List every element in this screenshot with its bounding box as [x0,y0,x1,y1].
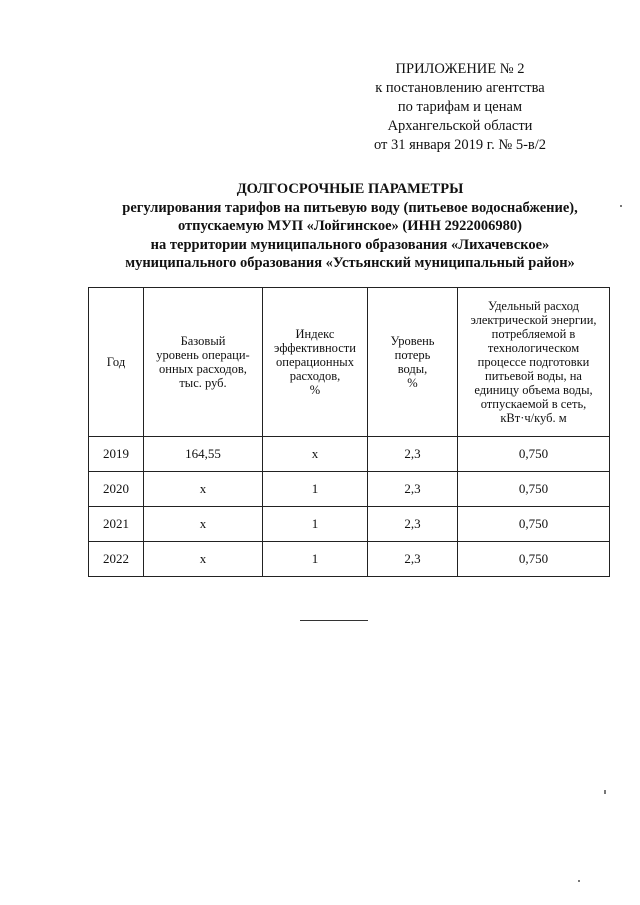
cell-efficiency-index: х [263,437,368,472]
cell-base-opex: х [144,542,263,577]
table-row [89,507,610,542]
appendix-line: по тарифам и ценам [397,99,523,115]
cell-energy: 0,750 [458,437,610,472]
title-line: муниципального образования «Устьянский муниципальный район» [125,255,575,271]
table-row [89,542,610,577]
cell-year: 2022 [89,542,144,577]
header-text-line: отпускаемой в сеть, [480,397,587,411]
header-water-loss [368,288,458,437]
appendix-line: к постановлению агентства [375,80,545,96]
header-text-line: Уровень [390,334,435,348]
header-efficiency-index [263,288,368,437]
cell-base-opex: х [144,472,263,507]
header-text-line: Базовый [180,334,226,348]
end-divider [300,620,368,621]
header-text-line: онных расходов, [159,362,247,376]
appendix-line: Архангельской области [387,118,533,134]
table-header-row [89,288,610,437]
header-text-line: Год [106,355,126,369]
document-title [80,180,620,273]
header-text-line: кВт·ч/куб. м [500,411,567,425]
cell-energy: 0,750 [458,542,610,577]
cell-water-loss: 2,3 [368,437,458,472]
header-text-line: Индекс [295,327,335,341]
header-text-line: воды, [397,362,428,376]
scan-speck [604,790,606,794]
cell-efficiency-index: 1 [263,472,368,507]
header-text-line: % [407,376,418,390]
cell-efficiency-index: 1 [263,542,368,577]
cell-water-loss: 2,3 [368,542,458,577]
cell-year: 2020 [89,472,144,507]
header-text-line: единицу объема воды, [474,383,593,397]
title-line: на территории муниципального образования «Лихачевское» [150,236,550,253]
header-text-line: процессе подготовки [477,355,590,369]
appendix-block [360,60,560,155]
title-line: отпускаемую МУП «Лойгинское» (ИНН 2922006980) [177,218,523,234]
header-text-line: эффективности [274,341,356,355]
parameters-table [88,287,610,577]
header-text-line: Удельный расход [487,299,580,313]
header-text-line: электрической энергии, [470,313,597,327]
cell-energy: 0,750 [458,507,610,542]
header-base-opex [144,288,263,437]
cell-base-opex: х [144,507,263,542]
scan-speck [620,205,622,207]
header-text-line: уровень операци- [156,348,250,362]
header-text-line: % [309,383,321,397]
scan-speck [578,880,580,882]
header-text-line: расходов, [289,369,341,383]
cell-efficiency-index: 1 [263,507,368,542]
title-line: регулирования тарифов на питьевую воду (питьевое водоснабжение), [122,199,578,216]
header-year [89,288,144,437]
cell-water-loss: 2,3 [368,472,458,507]
header-text-line: технологическом [487,341,580,355]
cell-year: 2021 [89,507,144,542]
header-text-line: операционных [276,355,354,369]
appendix-date: от 31 января 2019 г. № 5-в/2 [373,137,547,153]
header-text-line: потерь [394,348,431,362]
header-text-line: тыс. руб. [179,376,227,390]
appendix-number: ПРИЛОЖЕНИЕ № 2 [395,61,525,77]
table-row [89,437,610,472]
header-energy-consumption [458,288,610,437]
table-row [89,472,610,507]
cell-energy: 0,750 [458,472,610,507]
title-heading: ДОЛГОСРОЧНЫЕ ПАРАМЕТРЫ [236,181,464,197]
cell-water-loss: 2,3 [368,507,458,542]
cell-year: 2019 [89,437,144,472]
header-text-line: питьевой воды, на [485,369,582,383]
cell-base-opex: 164,55 [144,437,263,472]
header-text-line: потребляемой в [491,327,576,341]
